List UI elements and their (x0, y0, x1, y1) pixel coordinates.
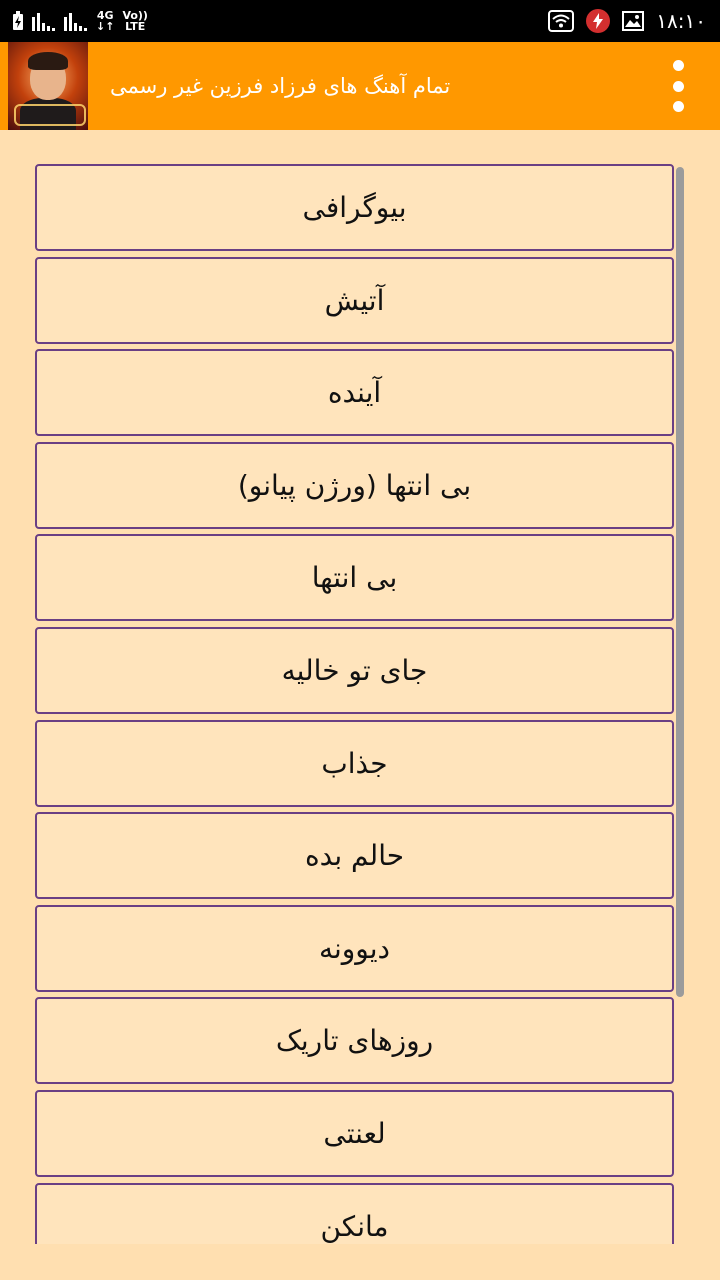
wifi-icon (548, 10, 574, 32)
logo-script-shape (14, 104, 86, 126)
list-item-song[interactable]: آینده (35, 349, 674, 436)
lte-label: LTE (125, 20, 146, 33)
app-title: تمام آهنگ های فرزاد فرزین غیر رسمی (110, 74, 451, 98)
list-item-song[interactable]: بی انتها (35, 534, 674, 621)
list-item-biography[interactable]: بیوگرافی (35, 164, 674, 251)
list-item-song[interactable]: دیوونه (35, 905, 674, 992)
more-vertical-icon[interactable] (666, 60, 690, 112)
list-item-song[interactable]: جذاب (35, 720, 674, 807)
image-notification-icon (622, 11, 644, 31)
network-type-indicator (96, 10, 114, 32)
song-list[interactable] (35, 164, 674, 1244)
status-right (548, 8, 706, 34)
list-item-song[interactable]: روزهای تاریک (35, 997, 674, 1084)
scrollbar[interactable] (676, 167, 684, 997)
signal-strength-icon (32, 11, 56, 31)
menu-dot (673, 81, 684, 92)
status-left (12, 8, 148, 34)
volte-indicator (122, 10, 148, 32)
logo-hair-shape (28, 52, 68, 70)
battery-charging-icon (12, 11, 24, 31)
volte-label: Vo)) (122, 9, 148, 22)
list-item-song[interactable]: بی انتها (ورژن پیانو) (35, 442, 674, 529)
network-type-label: 4G (96, 9, 114, 22)
status-bar (0, 0, 720, 42)
menu-dot (673, 60, 684, 71)
list-item-song[interactable]: مانکن (35, 1183, 674, 1244)
data-arrows-label: ↓↑ (96, 20, 115, 33)
list-item-song[interactable]: جای تو خالیه (35, 627, 674, 714)
list-item-song[interactable]: آتیش (35, 257, 674, 344)
signal-strength-2-icon (64, 11, 88, 31)
power-saving-icon (586, 9, 610, 33)
menu-dot (673, 101, 684, 112)
list-item-song[interactable]: لعنتی (35, 1090, 674, 1177)
clock: ۱۸:۱۰ (656, 9, 706, 33)
list-item-song[interactable]: حالم بده (35, 812, 674, 899)
app-logo (8, 42, 88, 130)
